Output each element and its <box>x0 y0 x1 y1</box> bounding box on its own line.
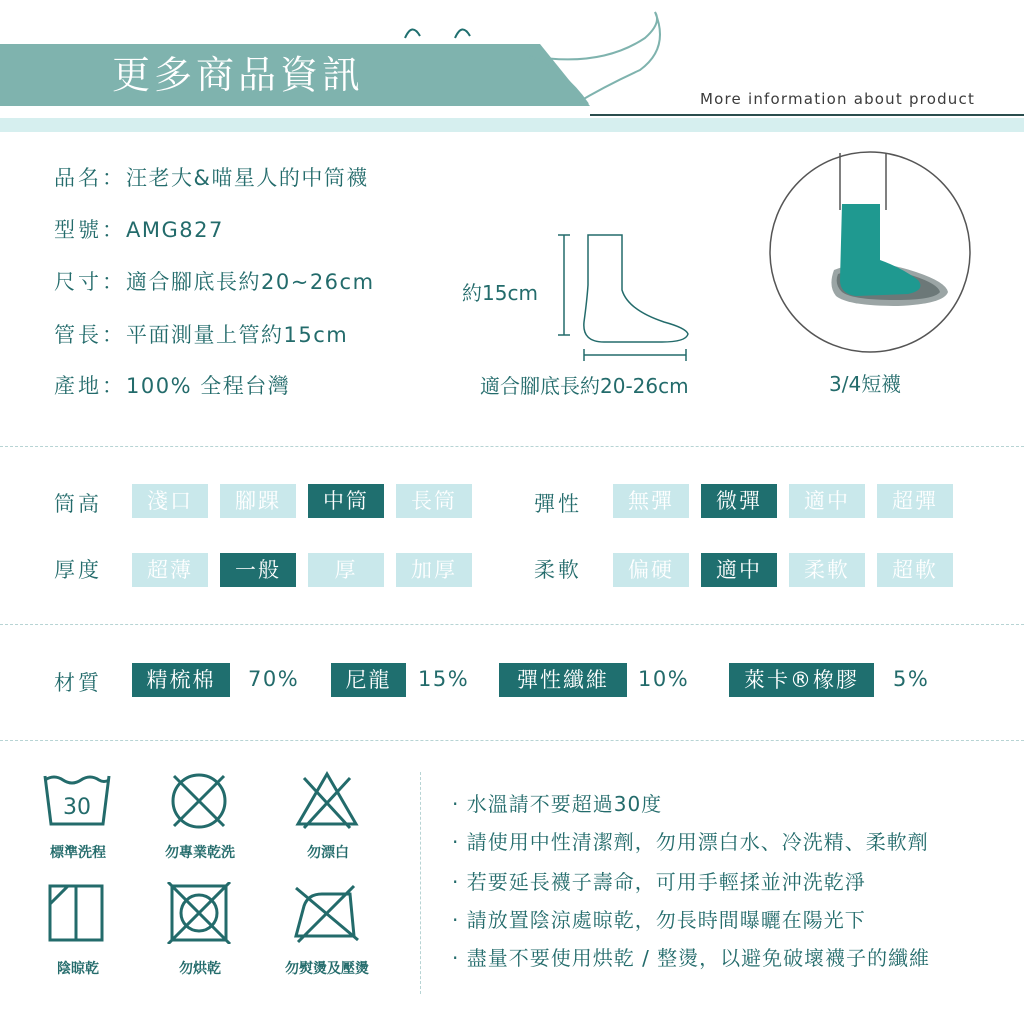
shade-dry-icon <box>46 882 116 944</box>
softness-choice-selected: 適中 <box>701 553 777 587</box>
elastic-choice: 無彈 <box>613 484 689 518</box>
material-percent: 5% <box>893 667 930 691</box>
care-label: 勿熨燙及壓燙 <box>285 961 369 977</box>
spec-origin <box>54 370 290 400</box>
spec-label: 產地： <box>54 374 126 398</box>
spec-label: 型號： <box>54 218 126 242</box>
spec-value: 平面測量上管約15cm <box>126 323 349 347</box>
material-percent: 15% <box>418 667 470 691</box>
spec-label: 管長： <box>54 323 126 347</box>
care-label: 標準洗程 <box>50 845 106 861</box>
spec-label: 尺寸： <box>54 270 126 294</box>
height-option-label: 筒高 <box>54 492 102 516</box>
spec-value: 汪老大&喵星人的中筒襪 <box>126 166 369 190</box>
care-divider <box>420 772 421 994</box>
material-percent: 10% <box>638 667 690 691</box>
thickness-choice: 超薄 <box>132 553 208 587</box>
divider <box>0 624 1024 625</box>
height-choice-selected: 中筒 <box>308 484 384 518</box>
softness-option-label: 柔軟 <box>534 558 582 582</box>
material-name: 彈性纖維 <box>499 663 627 697</box>
header-band <box>0 118 1024 132</box>
elastic-option-label: 彈性 <box>534 492 582 516</box>
material-label: 材質 <box>54 671 102 695</box>
divider <box>0 446 1024 447</box>
wash-30-icon <box>42 772 112 834</box>
care-label: 陰晾乾 <box>57 961 99 977</box>
elastic-choice: 適中 <box>789 484 865 518</box>
sock-caption: 3/4短襪 <box>829 372 902 396</box>
no-tumble-dry-icon <box>166 882 236 944</box>
divider <box>0 740 1024 741</box>
care-tip: · 若要延長襪子壽命，可用手輕揉並沖洗乾淨 <box>452 870 866 894</box>
cat-tail-icon <box>400 8 670 118</box>
spec-model <box>54 214 224 244</box>
material-name: 精梳棉 <box>132 663 230 697</box>
page-title: 更多商品資訊 <box>112 53 365 97</box>
softness-choice: 柔軟 <box>789 553 865 587</box>
spec-tube-length <box>54 319 348 349</box>
spec-label: 品名： <box>54 166 126 190</box>
care-tip: · 盡量不要使用烘乾 / 整燙，以避免破壞襪子的纖維 <box>452 946 931 970</box>
care-tip: · 請使用中性清潔劑，勿用漂白水、冷洗精、柔軟劑 <box>452 830 929 854</box>
no-iron-icon <box>292 882 362 944</box>
care-label: 勿漂白 <box>307 845 349 861</box>
thickness-choice: 厚 <box>308 553 384 587</box>
material-name: 尼龍 <box>331 663 406 697</box>
spec-value: AMG827 <box>126 218 224 242</box>
foot-outline-icon <box>552 230 697 365</box>
thickness-choice-selected: 一般 <box>220 553 296 587</box>
elastic-choice: 超彈 <box>877 484 953 518</box>
thickness-choice: 加厚 <box>396 553 472 587</box>
spec-size <box>54 266 375 296</box>
no-dry-clean-icon <box>164 770 234 832</box>
care-label: 勿專業乾洗 <box>165 845 235 861</box>
care-tip: · 請放置陰涼處晾乾，勿長時間曝曬在陽光下 <box>452 908 866 932</box>
softness-choice: 超軟 <box>877 553 953 587</box>
wash-temp-text: 30 <box>63 795 91 820</box>
sock-illustration-icon <box>768 150 972 354</box>
elastic-choice-selected: 微彈 <box>701 484 777 518</box>
softness-choice: 偏硬 <box>613 553 689 587</box>
spec-value: 適合腳底長約20~26cm <box>126 270 375 294</box>
height-choice: 長筒 <box>396 484 472 518</box>
no-bleach-icon <box>292 770 362 832</box>
care-tip: · 水溫請不要超過30度 <box>452 792 663 816</box>
foot-caption: 適合腳底長約20-26cm <box>480 374 689 398</box>
thickness-option-label: 厚度 <box>54 558 102 582</box>
material-percent: 70% <box>248 667 300 691</box>
spec-value: 100% 全程台灣 <box>126 374 291 398</box>
material-name: 萊卡®橡膠 <box>729 663 874 697</box>
header-rule <box>590 114 1024 116</box>
height-choice: 淺口 <box>132 484 208 518</box>
height-label: 約15cm <box>462 281 538 305</box>
page-subtitle: More information about product <box>700 90 976 108</box>
care-label: 勿烘乾 <box>179 961 221 977</box>
spec-name <box>54 162 369 192</box>
height-choice: 腳踝 <box>220 484 296 518</box>
